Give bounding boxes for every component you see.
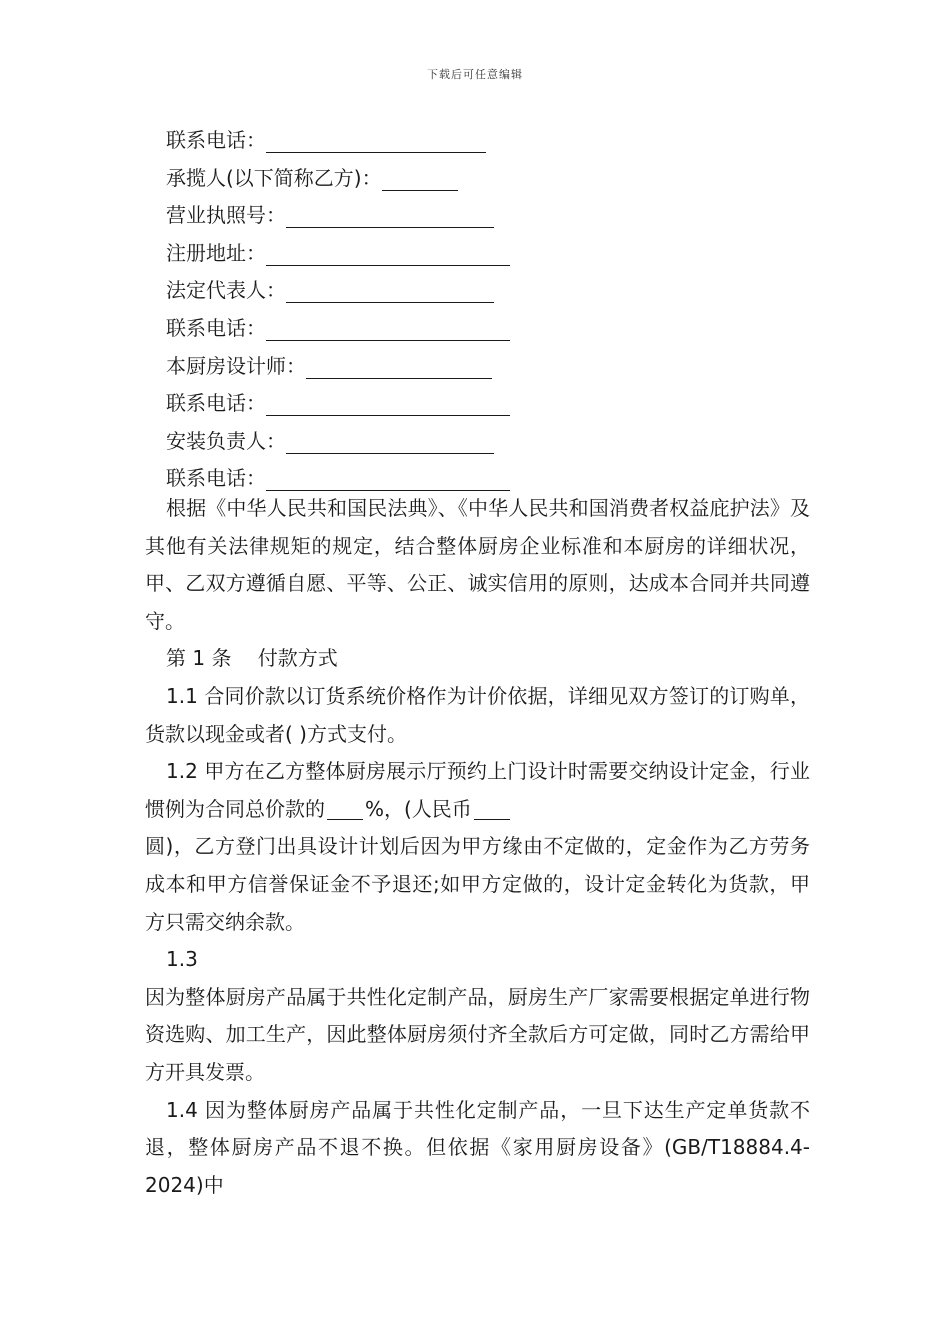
field-row <box>166 310 510 348</box>
field-blank-line <box>286 280 494 303</box>
field-blank-line <box>266 130 486 153</box>
field-row <box>166 348 510 386</box>
field-label: 法定代表人： <box>166 278 286 303</box>
field-blank-line <box>286 205 494 228</box>
field-row <box>166 423 510 461</box>
field-label: 安装负责人： <box>166 428 286 453</box>
preamble-paragraph: 根据《中华人民共和国民法典》、《中华人民共和国消费者权益庇护法》及其他有关法律规矩的规定，结合整体厨房企业标准和本厨房的详细状况，甲、乙双方遵循自愿、平等、公正、诚实信用的原则，达成本合同并共同遵守。 <box>145 496 810 633</box>
field-label: 联系电话： <box>166 315 266 340</box>
header-note: 下载后可任意编辑 <box>427 68 523 81</box>
field-row <box>166 122 510 160</box>
field-label: 承揽人(以下简称乙方)： <box>166 165 382 190</box>
clause-1-2-part-a: 1.2 甲方在乙方整体厨房展示厅预约上门设计时需要交纳设计定金，行业惯例为合同总价款的 <box>145 759 810 821</box>
field-row <box>166 385 510 423</box>
field-row <box>166 235 510 273</box>
field-blank-line <box>382 168 458 191</box>
field-blank-line <box>266 318 510 341</box>
clause-1-1: 1.1 合同价款以订货系统价格作为计价依据，详细见双方签订的订购单，货款以现金或者( )方式支付。 <box>145 683 810 746</box>
field-label: 联系电话： <box>166 391 266 416</box>
field-label: 联系电话： <box>166 128 266 152</box>
clause-1-2-part-b: %，(人民币 <box>365 796 472 821</box>
field-blank-line <box>266 243 510 266</box>
field-blank-line <box>266 393 510 416</box>
clause-1-2-continued: 圆)，乙方登门出具设计计划后因为甲方缘由不定做的，定金作为乙方劳务成本和甲方信誉保证金不予退还;如甲方定做的，设计定金转化为货款，甲方只需交纳余款。 <box>145 834 810 934</box>
clause-1-2 <box>145 753 810 828</box>
field-label: 注册地址： <box>166 240 266 265</box>
field-row <box>166 272 510 310</box>
field-row <box>166 197 510 235</box>
article-1-heading: 第 1 条 付款方式 <box>166 646 338 671</box>
percent-blank <box>327 799 363 820</box>
party-info-fields <box>166 122 510 498</box>
clause-1-4: 1.4 因为整体厨房产品属于共性化定制产品，一旦下达生产定单货款不退，整体厨房产品不退不换。但依据《家用厨房设备》(GB/T18884.4-2024)中 <box>145 1097 810 1197</box>
field-row <box>166 160 510 198</box>
contract-body <box>145 490 810 1204</box>
clause-1-3-number: 1.3 <box>166 947 198 972</box>
field-label: 营业执照号： <box>166 203 286 228</box>
clause-1-3-text: 因为整体厨房产品属于共性化定制产品，厨房生产厂家需要根据定单进行物资选购、加工生产，因此整体厨房须付齐全款后方可定做，同时乙方需给甲方开具发票。 <box>145 984 810 1084</box>
field-label: 联系电话： <box>166 466 266 491</box>
field-blank-line <box>306 356 492 379</box>
field-label: 本厨房设计师： <box>166 353 306 378</box>
field-blank-line <box>266 468 510 491</box>
rmb-blank <box>474 799 510 820</box>
field-blank-line <box>286 431 494 454</box>
